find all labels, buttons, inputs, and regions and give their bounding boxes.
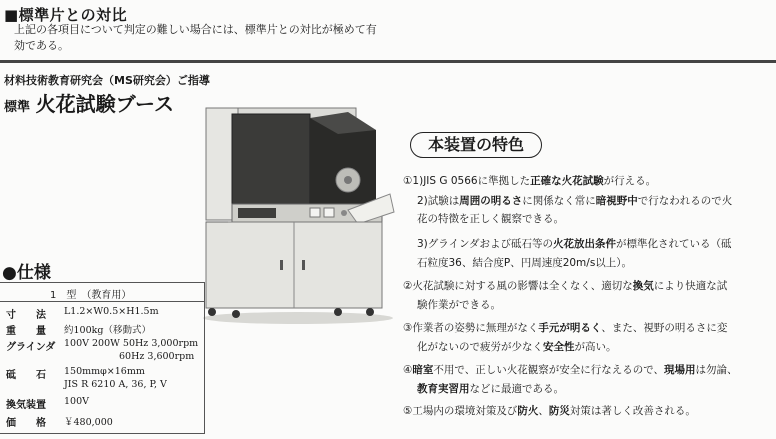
feature-text: が行える。 xyxy=(603,175,657,187)
feature-text: 、また、視野の明るさに変 xyxy=(601,322,728,334)
spec-value: 150mmφ×16mm xyxy=(64,366,145,377)
feature-text: 防火 xyxy=(517,405,539,417)
feature-text: 周囲の明るさ xyxy=(459,195,523,207)
product-title-prefix: 標準 xyxy=(4,100,31,115)
feature-text: ②火花試験に対する風の影響は全くなく、適切な xyxy=(403,280,633,292)
feature-text: により快適な試 xyxy=(653,280,728,292)
feature-line xyxy=(403,320,727,335)
spec-value: ￥480,000 xyxy=(64,417,113,428)
feature-line xyxy=(417,193,732,208)
feature-text: 手元が明るく xyxy=(538,322,602,334)
product-photo xyxy=(198,100,403,330)
spec-heading: ●仕様 xyxy=(2,263,51,283)
feature-text: 2)試験は xyxy=(417,195,460,207)
spec-model: 1 型 （教育用） xyxy=(50,290,132,301)
feature-text: 防災 xyxy=(548,405,570,417)
feature-text: が高い。 xyxy=(574,341,617,353)
feature-text: 安全性 xyxy=(543,341,575,353)
feature-text: 験作業ができる。 xyxy=(417,299,501,311)
feature-text: 暗視野中 xyxy=(595,195,638,207)
feature-text: 対策は著しく改善される。 xyxy=(569,405,696,417)
feature-text: 正確な火花試験 xyxy=(530,175,604,187)
feature-line xyxy=(403,278,727,293)
feature-text: などに最適である。 xyxy=(469,383,564,395)
spec-label: 価 格 xyxy=(6,418,46,429)
product-title xyxy=(4,88,174,117)
feature-text: は勿論、 xyxy=(695,364,738,376)
feature-line xyxy=(403,403,696,418)
feature-text: ①1)JIS G 0566に準拠した xyxy=(403,175,531,187)
product-title-main: 火花試験ブース xyxy=(35,92,174,116)
feature-line xyxy=(417,297,501,312)
section-description: 上記の各項目について判定の難しい場合には、標準片との対比が極めて有効である。 xyxy=(14,23,377,52)
section-title: ■標準片との対比 xyxy=(4,6,128,24)
features-heading: 本装置の特色 xyxy=(410,132,542,158)
feature-text: 3)グラインダおよび砥石等の xyxy=(417,238,554,250)
feature-line xyxy=(403,173,656,188)
spec-value: L1.2×W0.5×H1.5m xyxy=(64,306,159,317)
spec-divider xyxy=(0,301,204,302)
feature-text: ⑤工場内の環境対策及び xyxy=(403,405,518,417)
spec-label: 換気装置 xyxy=(6,400,46,411)
feature-text: 石粒度36、結合度P、円周速度20m/s以上）。 xyxy=(417,257,633,269)
spec-value: JIS R 6210 A, 36, P, V xyxy=(64,379,167,390)
supervisor-note: 材料技術教育研究会（MS研究会）ご指導 xyxy=(4,74,210,87)
feature-text: ③作業者の姿勢に無理がなく xyxy=(403,322,539,334)
feature-line xyxy=(417,236,732,251)
feature-text: に関係なく常に xyxy=(522,195,596,207)
feature-line xyxy=(403,362,738,377)
feature-line xyxy=(417,255,632,270)
feature-line xyxy=(417,381,564,396)
feature-text: 花の特徴を正しく観察できる。 xyxy=(417,213,564,225)
feature-text: 換気 xyxy=(632,280,654,292)
spec-value: 約100kg（移動式） xyxy=(64,325,151,336)
spec-value: 100V 200W 50Hz 3,000rpm xyxy=(64,338,199,349)
spec-label: グラインダ xyxy=(6,342,56,353)
feature-text: 、 xyxy=(538,405,549,417)
spec-label: 寸 法 xyxy=(6,310,46,321)
divider xyxy=(0,60,776,63)
spec-label: 重 量 xyxy=(6,326,46,337)
feature-text: 教育実習用 xyxy=(417,383,470,395)
feature-text: 火花放出条件 xyxy=(553,238,617,250)
spec-value: 100V xyxy=(64,396,89,407)
feature-text: 現場用 xyxy=(664,364,696,376)
feature-line xyxy=(417,339,617,354)
spec-value: 60Hz 3,600rpm xyxy=(119,351,195,362)
feature-text: 暗室 xyxy=(412,364,434,376)
feature-text: が標準化されている（砥 xyxy=(616,238,732,250)
feature-text: ④ xyxy=(403,364,413,376)
feature-text: 不用で、正しい火花観察が安全に行なえるので、 xyxy=(433,364,665,376)
feature-line xyxy=(417,211,564,226)
feature-text: で行なわれるので火 xyxy=(637,195,733,207)
feature-text: 化がないので疲労が少なく xyxy=(417,341,543,353)
spec-label: 砥 石 xyxy=(6,370,46,381)
